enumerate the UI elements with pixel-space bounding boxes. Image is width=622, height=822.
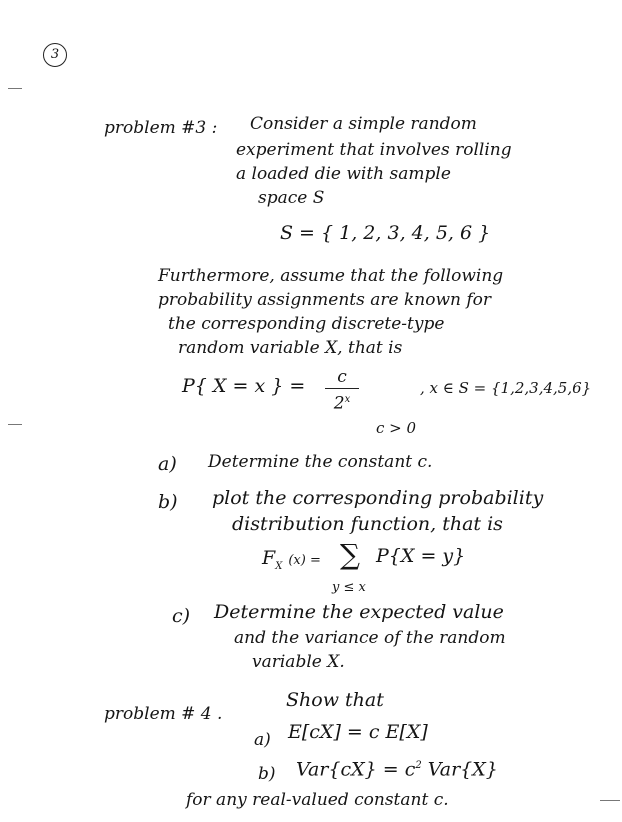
pmf-denominator bbox=[325, 391, 359, 413]
part-c-line2: and the variance of the random bbox=[234, 628, 506, 648]
part-a-text: Determine the constant c. bbox=[208, 452, 433, 472]
cdf-sub: X bbox=[275, 560, 283, 572]
paragraph-line4: random variable X, that is bbox=[178, 338, 403, 358]
fraction-bar bbox=[325, 388, 359, 389]
part-b-line1: plot the corresponding probability bbox=[212, 487, 544, 509]
pmf-fraction bbox=[325, 368, 359, 413]
cdf-arg: (x) = bbox=[288, 553, 321, 568]
var-eq-rhs: Var{X} bbox=[421, 758, 498, 781]
var-eq-lhs: Var{cX} = c bbox=[296, 758, 416, 781]
pmf-den-exp: x bbox=[344, 394, 351, 406]
problem3-line2: experiment that involves rolling bbox=[236, 140, 512, 160]
problem3-line1: Consider a simple random bbox=[250, 114, 477, 134]
cdf-term: P{X = y} bbox=[376, 545, 466, 567]
margin-tick bbox=[8, 88, 22, 89]
problem4-closing: for any real-valued constant c. bbox=[186, 790, 449, 810]
c-condition: c > 0 bbox=[376, 419, 417, 437]
cdf-index: y ≤ x bbox=[332, 580, 366, 595]
problem4-intro: Show that bbox=[286, 689, 384, 711]
paragraph-line1: Furthermore, assume that the following bbox=[158, 266, 504, 286]
problem4-part-a-eq: E[cX] = c E[X] bbox=[288, 721, 428, 743]
cdf-lhs bbox=[262, 548, 321, 577]
margin-tick bbox=[8, 424, 22, 425]
part-c-line3: variable X. bbox=[252, 652, 345, 672]
cdf-sum-symbol: ∑ bbox=[340, 538, 360, 571]
part-b-label: b) bbox=[158, 491, 178, 513]
part-c-label: c) bbox=[172, 605, 191, 627]
pmf-lhs: P{ X = x } = bbox=[182, 375, 306, 397]
part-c-line1: Determine the expected value bbox=[214, 601, 504, 623]
part-a-label: a) bbox=[158, 453, 177, 475]
sample-space-equation: S = { 1, 2, 3, 4, 5, 6 } bbox=[280, 222, 491, 244]
var-eq-exp: 2 bbox=[415, 760, 422, 771]
problem4-label: problem # 4 . bbox=[104, 704, 223, 724]
problem3-line4: space S bbox=[258, 188, 325, 208]
paragraph-line3: the corresponding discrete-type bbox=[168, 314, 445, 334]
problem4-part-b-label: b) bbox=[258, 764, 276, 784]
problem3-label: problem #3 : bbox=[104, 118, 218, 138]
problem4-part-b-eq bbox=[296, 756, 498, 779]
pmf-numerator: c bbox=[337, 367, 347, 387]
page-number: 3 bbox=[43, 43, 67, 67]
part-b-line2: distribution function, that is bbox=[232, 513, 503, 535]
pmf-domain: , x ∈ S = {1,2,3,4,5,6} bbox=[420, 379, 592, 397]
margin-tick bbox=[600, 800, 620, 801]
problem3-line3: a loaded die with sample bbox=[236, 164, 451, 184]
pmf-den-base: 2 bbox=[333, 393, 345, 414]
paragraph-line2: probability assignments are known for bbox=[158, 290, 492, 310]
problem4-part-a-label: a) bbox=[254, 730, 271, 750]
cdf-F: F bbox=[262, 547, 276, 569]
